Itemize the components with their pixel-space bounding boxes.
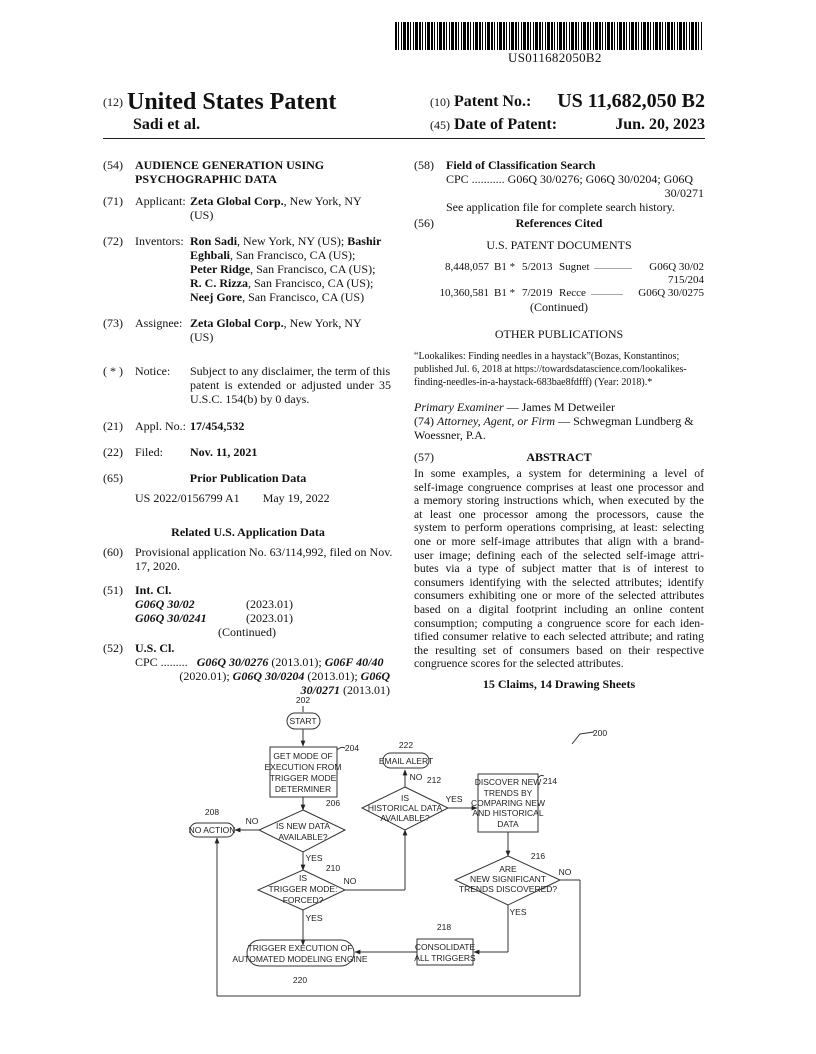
abstract-line: consumers identifying with the selected attributes; identify xyxy=(414,575,704,589)
node-218-text: ALL TRIGGERS xyxy=(414,953,476,963)
right-column xyxy=(414,158,704,691)
invention-title xyxy=(135,158,324,186)
field-57 xyxy=(414,450,704,467)
us-cl-version: (2013.01) xyxy=(340,683,390,697)
code-72: (72) xyxy=(103,234,123,248)
label-yes: YES xyxy=(305,913,323,923)
node-212-text: HISTORICAL DATA xyxy=(367,803,443,813)
node-210-text: FORCED? xyxy=(282,895,324,905)
field-54 xyxy=(103,158,393,194)
abstract-line: the resulting set of consumers based on their respective xyxy=(414,643,704,657)
node-204-text: DETERMINER xyxy=(274,784,332,794)
examiner-label: Primary Examiner xyxy=(414,400,504,414)
abstract-line: one or more self-image attributes that align with a brand- xyxy=(414,534,704,548)
node-216-text: ARE xyxy=(499,864,517,874)
code-71: (71) xyxy=(103,194,123,208)
inventor-loc: , San Francisco, CA (US); xyxy=(230,248,356,262)
code-65: (65) xyxy=(103,471,123,485)
label-no: NO xyxy=(343,876,357,886)
code-notice: ( * ) xyxy=(103,364,123,378)
ref-216: 216 xyxy=(530,851,546,861)
ref-date: 5/2013 xyxy=(522,261,553,273)
field-56 xyxy=(414,216,704,238)
node-214-text: COMPARING NEW xyxy=(471,798,545,808)
ref-dots: ................ xyxy=(591,288,623,297)
assignee-name: Zeta Global Corp. xyxy=(190,316,284,330)
inventor-name: Neej Gore xyxy=(190,290,243,304)
ref-200: 200 xyxy=(592,728,608,738)
other-pub-line: published Jul. 6, 2018 at https://towardsdatascience.com/lookalikes- xyxy=(414,364,687,375)
us-cl: G06Q 30/0276 xyxy=(196,655,269,669)
prior-pub-date: May 19, 2022 xyxy=(262,491,330,505)
ref-210: 210 xyxy=(325,863,341,873)
notice xyxy=(103,364,393,419)
int-cl: G06Q 30/0241 xyxy=(135,611,207,625)
abstract-line: user image; defining each of the selected self-image attri- xyxy=(414,548,704,562)
code-57: (57) xyxy=(414,450,434,464)
us-cl: G06Q 30/0204 xyxy=(232,669,305,683)
other-publication xyxy=(414,350,704,400)
examiner-name: — James M Detweiler xyxy=(503,400,615,414)
ref-206: 206 xyxy=(325,798,341,808)
node-214-text: TRENDS BY xyxy=(483,788,533,798)
node-220-text: TRIGGER EXECUTION OF xyxy=(247,943,353,953)
examiner xyxy=(414,400,704,414)
header-left xyxy=(103,89,336,116)
field-search-line: 30/0271 xyxy=(664,186,704,200)
applicant-name: Zeta Global Corp. xyxy=(190,194,284,208)
int-cl-row xyxy=(135,597,393,611)
abstract-line: butes via a type of subject matter that is of interest to xyxy=(414,562,704,576)
node-204-text: EXECUTION FROM xyxy=(264,762,342,772)
attorney-label: Attorney, Agent, or Firm xyxy=(437,414,556,428)
node-210-text: TRIGGER MODE: xyxy=(268,884,338,894)
refs-continued: (Continued) xyxy=(530,300,588,314)
label-no: NO xyxy=(558,867,572,877)
claims-summary: 15 Claims, 14 Drawing Sheets xyxy=(482,676,636,691)
ref-200-leader xyxy=(572,732,594,744)
field-72 xyxy=(103,234,393,316)
ref-class: G06Q 30/02 xyxy=(649,261,704,273)
node-204-text: GET MODE OF xyxy=(273,751,333,761)
inventors-label: Inventors: xyxy=(135,234,184,248)
node-208-text: NO ACTION xyxy=(188,825,236,835)
label-no: NO xyxy=(409,772,423,782)
field-21 xyxy=(103,419,393,445)
assignee-loc2: (US) xyxy=(190,330,214,344)
ref-204: 204 xyxy=(344,743,360,753)
abstract-line: at least one processor among the processors, cause the xyxy=(414,507,704,521)
us-cl-version: (2013.01); xyxy=(268,655,325,669)
start-label: START xyxy=(289,716,317,726)
attorney-name: — Schwegman Lundberg & xyxy=(555,414,694,428)
field-73 xyxy=(103,316,393,364)
title-line: AUDIENCE GENERATION USING xyxy=(135,158,325,172)
attorney xyxy=(414,414,704,428)
field-search-line: See application file for complete search history. xyxy=(446,200,675,214)
node-222-text: EMAIL ALERT xyxy=(378,756,434,766)
ref-222: 222 xyxy=(398,740,414,750)
attorney-name-2: Woessner, P.A. xyxy=(414,428,486,442)
field-search-heading: Field of Classification Search xyxy=(446,158,596,172)
code-58: (58) xyxy=(414,158,434,172)
abstract-text xyxy=(414,467,704,671)
inventors-value xyxy=(190,234,381,304)
ref-number: 8,448,057 xyxy=(445,261,489,273)
code-10: (10) xyxy=(430,95,450,109)
int-cl-version: (2023.01) xyxy=(246,611,293,625)
code-52: (52) xyxy=(103,641,123,655)
node-214-text: DATA xyxy=(497,819,519,829)
title-line: PSYCHOGRAPHIC DATA xyxy=(135,172,277,186)
int-cl-heading: Int. Cl. xyxy=(135,583,172,597)
prior-pub-number: US 2022/0156799 A1 xyxy=(135,491,240,505)
node-216-text: NEW SIGNIFICANT xyxy=(469,874,547,884)
abstract-line: self-image congruence comprises at least one processor and xyxy=(414,480,704,494)
flowchart xyxy=(0,690,816,1010)
ref-number: 10,360,581 xyxy=(439,287,489,299)
left-column xyxy=(103,158,393,701)
notice-line: U.S.C. 154(b) by 0 days. xyxy=(190,392,310,406)
node-206-diamond xyxy=(259,810,345,852)
ref-class: G06Q 30/0275 xyxy=(638,287,704,299)
code-21: (21) xyxy=(103,419,123,433)
ref-202: 202 xyxy=(295,695,311,705)
related-heading-row xyxy=(103,525,393,545)
cpc-prefix: CPC ......... xyxy=(135,655,188,669)
doc-title: United States Patent xyxy=(127,89,337,115)
notice-line: patent is extended or adjusted under 35 xyxy=(190,378,391,392)
applicant-loc2: (US) xyxy=(190,208,214,222)
int-cl-version: (2023.01) xyxy=(246,597,293,611)
related-heading: Related U.S. Application Data xyxy=(171,525,325,539)
int-cl: G06Q 30/02 xyxy=(135,597,195,611)
inventor-loc: , San Francisco, CA (US) xyxy=(242,290,365,304)
patent-no: US 11,682,050 B2 xyxy=(557,90,705,112)
code-56: (56) xyxy=(414,216,434,230)
field-58 xyxy=(414,158,704,216)
inventor-name: Ron Sadi xyxy=(190,234,238,248)
node-210-text: IS xyxy=(298,873,308,883)
int-cl-continued: (Continued) xyxy=(218,625,276,639)
node-212-text: IS xyxy=(400,793,410,803)
int-cl-row xyxy=(135,611,393,625)
code-74: (74) xyxy=(414,414,434,428)
ref-220: 220 xyxy=(292,975,308,985)
code-22: (22) xyxy=(103,445,123,459)
ref-name: Sugnet xyxy=(559,261,590,273)
prior-pub-heading: Prior Publication Data xyxy=(189,471,307,485)
other-pub-line: “Lookalikes: Finding needles in a haystack”(Bozas, Konstantinos; xyxy=(414,351,680,362)
node-206-text: AVAILABLE? xyxy=(278,832,328,842)
abstract-line: In some examples, a system for determining a level of xyxy=(414,467,704,480)
refs-heading: References Cited xyxy=(515,216,603,230)
appl-no: 17/454,532 xyxy=(190,419,245,433)
field-22 xyxy=(103,445,393,471)
abstract-line: based on a digital footprint including an online content xyxy=(414,602,704,616)
us-cl: G06F 40/40 xyxy=(324,655,384,669)
ref-218: 218 xyxy=(436,922,452,932)
inventor-short: Sadi et al. xyxy=(133,116,201,133)
field-65 xyxy=(103,471,393,525)
us-docs-heading: U.S. PATENT DOCUMENTS xyxy=(486,238,632,252)
other-pub-line: finding-needles-in-a-haystack-683bae8fdfff) (Year: 2018).* xyxy=(414,377,653,388)
barcode-number: US011682050B2 xyxy=(508,50,602,65)
notice-text xyxy=(190,364,391,406)
other-pubs-heading: OTHER PUBLICATIONS xyxy=(494,327,624,341)
barcode xyxy=(395,22,703,50)
ref-kind: B1 * xyxy=(494,261,516,273)
us-cl: 30/0271 xyxy=(300,683,340,697)
label-yes: YES xyxy=(445,794,463,804)
ref-date: 7/2019 xyxy=(522,287,553,299)
abstract-line: tified consumer relative to each selected attribute; and rating xyxy=(414,630,704,644)
node-216-text: TRENDS DISCOVERED? xyxy=(458,884,558,894)
filed-date: Nov. 11, 2021 xyxy=(190,445,258,459)
node-218-text: CONSOLIDATE xyxy=(414,942,476,952)
abstract-line: congruence scores for the selected attributes. xyxy=(414,657,624,671)
field-search-line: CPC ........... G06Q 30/0276; G06Q 30/0204; G06Q xyxy=(446,172,694,186)
ref-row xyxy=(414,260,704,288)
code-60: (60) xyxy=(103,545,123,559)
date-label: Date of Patent: xyxy=(454,116,558,133)
patent-number-row xyxy=(430,90,705,112)
abstract-line: consumers exhibiting one or more of the selected attributes xyxy=(414,589,704,603)
ref-214: 214 xyxy=(542,776,558,786)
provisional-line: Provisional application No. 63/114,992, filed on Nov. xyxy=(135,545,393,559)
inventor-name: Peter Ridge xyxy=(190,262,251,276)
label-no: NO xyxy=(245,816,259,826)
applicant-loc: , New York, NY xyxy=(283,194,362,208)
node-214-text: AND HISTORICAL xyxy=(472,808,544,818)
filed-label: Filed: xyxy=(135,445,164,459)
date-of-patent: Jun. 20, 2023 xyxy=(615,116,705,133)
node-204-text: TRIGGER MODE xyxy=(269,773,337,783)
field-71 xyxy=(103,194,393,234)
appl-no-label: Appl. No.: xyxy=(135,419,186,433)
ref-dots: ................... xyxy=(594,262,632,271)
node-220-text: AUTOMATED MODELING ENGINE xyxy=(232,954,368,964)
date-row xyxy=(430,116,705,134)
assignee-value xyxy=(190,316,362,344)
abstract-line: consumption; computing a congruence score for each iden- xyxy=(414,616,704,630)
inventor-loc: , San Francisco, CA (US); xyxy=(250,262,376,276)
abstract-line: system to perform operations comprising, at least: selecting xyxy=(414,521,704,535)
code-45: (45) xyxy=(430,118,450,132)
ref-208: 208 xyxy=(204,807,220,817)
ref-class2: 715/204 xyxy=(667,274,704,286)
ref-kind: B1 * xyxy=(494,287,516,299)
inventor-loc: , New York, NY (US); xyxy=(237,234,348,248)
inventor-name: R. C. Rizza xyxy=(190,276,248,290)
us-cl: G06Q xyxy=(360,669,390,683)
assignee-loc: , New York, NY xyxy=(283,316,362,330)
label-yes: YES xyxy=(305,853,323,863)
inventor-loc: , San Francisco, CA (US); xyxy=(247,276,374,290)
ref-name: Recce xyxy=(559,287,586,299)
inventor-name: Bashir xyxy=(347,234,382,248)
us-cl-version: (2020.01); xyxy=(179,669,233,683)
abstract-heading: ABSTRACT xyxy=(526,450,592,464)
applicant-label: Applicant: xyxy=(135,194,186,208)
node-214-text: DISCOVER NEW xyxy=(474,777,542,787)
header-divider xyxy=(103,138,705,139)
notice-line: Subject to any disclaimer, the term of this xyxy=(190,364,391,378)
code-12: (12) xyxy=(103,95,123,109)
provisional-line: 17, 2020. xyxy=(135,559,180,573)
code-54: (54) xyxy=(103,158,123,172)
us-cl-version: (2013.01); xyxy=(304,669,361,683)
inventor-name: Eghbali xyxy=(190,248,231,262)
code-73: (73) xyxy=(103,316,123,330)
node-212-text: AVAILABLE? xyxy=(380,813,430,823)
ref-212: 212 xyxy=(426,775,442,785)
node-206-text: IS NEW DATA xyxy=(276,821,330,831)
us-cl-heading: U.S. Cl. xyxy=(135,641,175,655)
ref-row xyxy=(414,286,704,300)
notice-label: Notice: xyxy=(135,364,171,378)
abstract-line: a memory storing instructions which, when executed by the xyxy=(414,494,704,508)
refs-table xyxy=(414,260,704,314)
label-yes: YES xyxy=(509,907,527,917)
field-51 xyxy=(103,583,393,641)
field-60 xyxy=(103,545,393,583)
applicant-value xyxy=(190,194,362,222)
leader xyxy=(337,747,345,750)
patent-no-label: Patent No.: xyxy=(454,93,532,110)
assignee-label: Assignee: xyxy=(135,316,183,330)
code-51: (51) xyxy=(103,583,123,597)
